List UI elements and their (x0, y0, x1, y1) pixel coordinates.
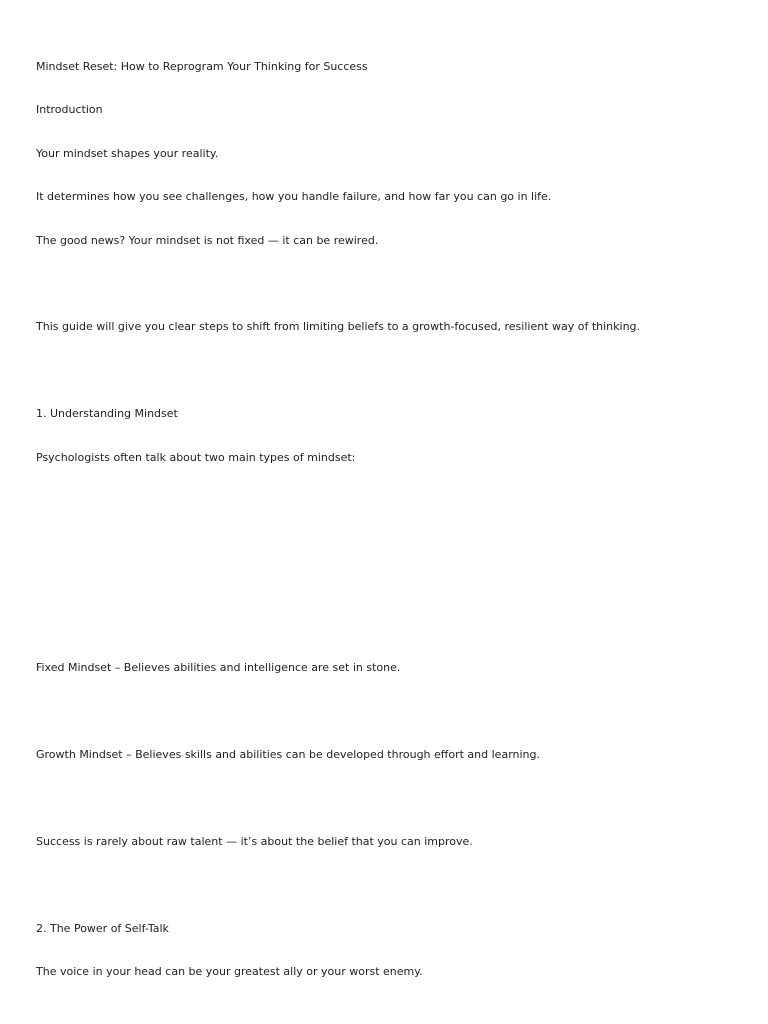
intro-paragraph-2: It determines how you see challenges, how you handle failure, and how far you can go in life. (36, 190, 552, 203)
intro-heading: Introduction (36, 103, 103, 116)
section-2-paragraph-1: The voice in your head can be your greatest ally or your worst enemy. (36, 965, 423, 978)
section-1-intro: Psychologists often talk about two main types of mindset: (36, 451, 356, 464)
document-title: Mindset Reset: How to Reprogram Your Thinking for Success (36, 60, 368, 73)
growth-mindset-item: Growth Mindset – Believes skills and abilities can be developed through effort and learning. (36, 748, 540, 761)
section-2-heading: 2. The Power of Self-Talk (36, 922, 169, 935)
intro-paragraph-1: Your mindset shapes your reality. (36, 147, 219, 160)
intro-paragraph-3: The good news? Your mindset is not fixed — it can be rewired. (36, 234, 379, 247)
fixed-mindset-item: Fixed Mindset – Believes abilities and intelligence are set in stone. (36, 661, 401, 674)
intro-paragraph-4: This guide will give you clear steps to shift from limiting beliefs to a growth-focused, resilient way of thinking. (36, 320, 641, 333)
section-1-conclusion: Success is rarely about raw talent — it’s about the belief that you can improve. (36, 835, 473, 848)
section-1-heading: 1. Understanding Mindset (36, 407, 178, 420)
